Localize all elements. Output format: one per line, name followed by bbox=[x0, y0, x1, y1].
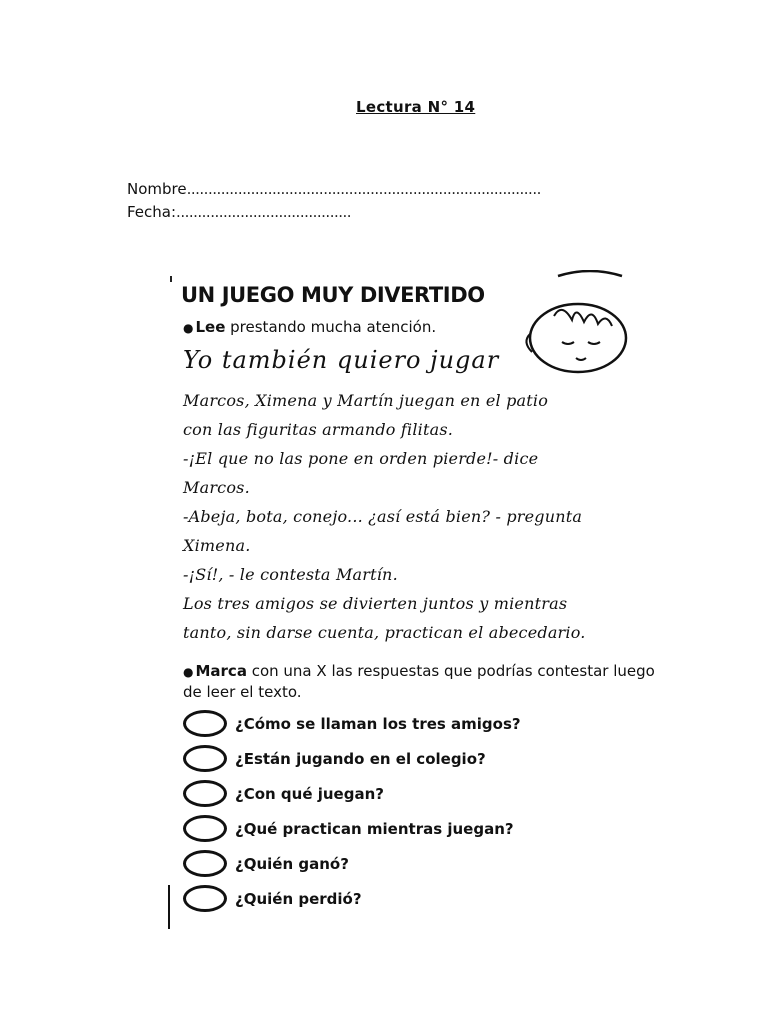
story-line: -¡El que no las pone en orden pierde!- dice bbox=[183, 449, 539, 468]
question-item bbox=[183, 811, 521, 846]
child-face-illustration bbox=[518, 270, 630, 380]
story-text bbox=[183, 386, 653, 647]
nombre-dots: ................................................................................... bbox=[186, 180, 541, 198]
scan-mark bbox=[170, 276, 172, 282]
read-instruction-text: prestando mucha atención. bbox=[225, 318, 437, 336]
question-text: ¿Están jugando en el colegio? bbox=[235, 749, 486, 768]
read-instruction bbox=[183, 318, 436, 336]
answer-checkbox[interactable] bbox=[183, 780, 227, 807]
nombre-field[interactable] bbox=[127, 180, 541, 198]
story-line: tanto, sin darse cuenta, practican el abecedario. bbox=[183, 623, 586, 642]
answer-checkbox[interactable] bbox=[183, 815, 227, 842]
question-list bbox=[183, 706, 521, 916]
answer-checkbox[interactable] bbox=[183, 885, 227, 912]
question-item bbox=[183, 706, 521, 741]
fecha-field[interactable] bbox=[127, 203, 351, 221]
answer-checkbox[interactable] bbox=[183, 850, 227, 877]
question-text: ¿Qué practican mientras juegan? bbox=[235, 819, 514, 838]
question-item bbox=[183, 776, 521, 811]
question-item bbox=[183, 846, 521, 881]
story-line: Los tres amigos se divierten juntos y mientras bbox=[183, 594, 568, 613]
fecha-dots: ......................................... bbox=[176, 203, 352, 221]
fecha-label: Fecha: bbox=[127, 203, 177, 221]
face-outline bbox=[530, 304, 626, 372]
bullet-icon: ● bbox=[183, 321, 194, 335]
face-top-arc bbox=[558, 271, 622, 276]
answer-checkbox[interactable] bbox=[183, 745, 227, 772]
answer-checkbox[interactable] bbox=[183, 710, 227, 737]
question-item bbox=[183, 881, 521, 916]
story-line: -Abeja, bota, conejo... ¿así está bien? - pregunta bbox=[183, 507, 583, 526]
mark-instruction bbox=[183, 661, 663, 702]
scan-edge-line bbox=[168, 885, 170, 929]
story-line: Marcos, Ximena y Martín juegan en el patio bbox=[183, 391, 549, 410]
question-text: ¿Quién ganó? bbox=[235, 854, 349, 873]
page-title: Lectura N° 14 bbox=[356, 98, 476, 116]
read-instruction-bold: Lee bbox=[195, 318, 226, 336]
nombre-label: Nombre bbox=[127, 180, 187, 198]
question-text: ¿Con qué juegan? bbox=[235, 784, 384, 803]
story-line: -¡Sí!, - le contesta Martín. bbox=[183, 565, 398, 584]
story-line: Ximena. bbox=[183, 536, 251, 555]
question-item bbox=[183, 741, 521, 776]
mark-instruction-bold: Marca bbox=[195, 662, 247, 680]
question-text: ¿Quién perdió? bbox=[235, 889, 362, 908]
story-line: con las figuritas armando filitas. bbox=[183, 420, 454, 439]
question-text: ¿Cómo se llaman los tres amigos? bbox=[235, 714, 521, 733]
worksheet-headline: UN JUEGO MUY DIVERTIDO bbox=[181, 283, 485, 307]
story-line: Marcos. bbox=[183, 478, 250, 497]
bullet-icon: ● bbox=[183, 665, 194, 679]
story-title: Yo también quiero jugar bbox=[183, 346, 500, 374]
mark-instruction-text: con una X las respuestas que podrías contestar luego de leer el texto. bbox=[183, 662, 655, 701]
